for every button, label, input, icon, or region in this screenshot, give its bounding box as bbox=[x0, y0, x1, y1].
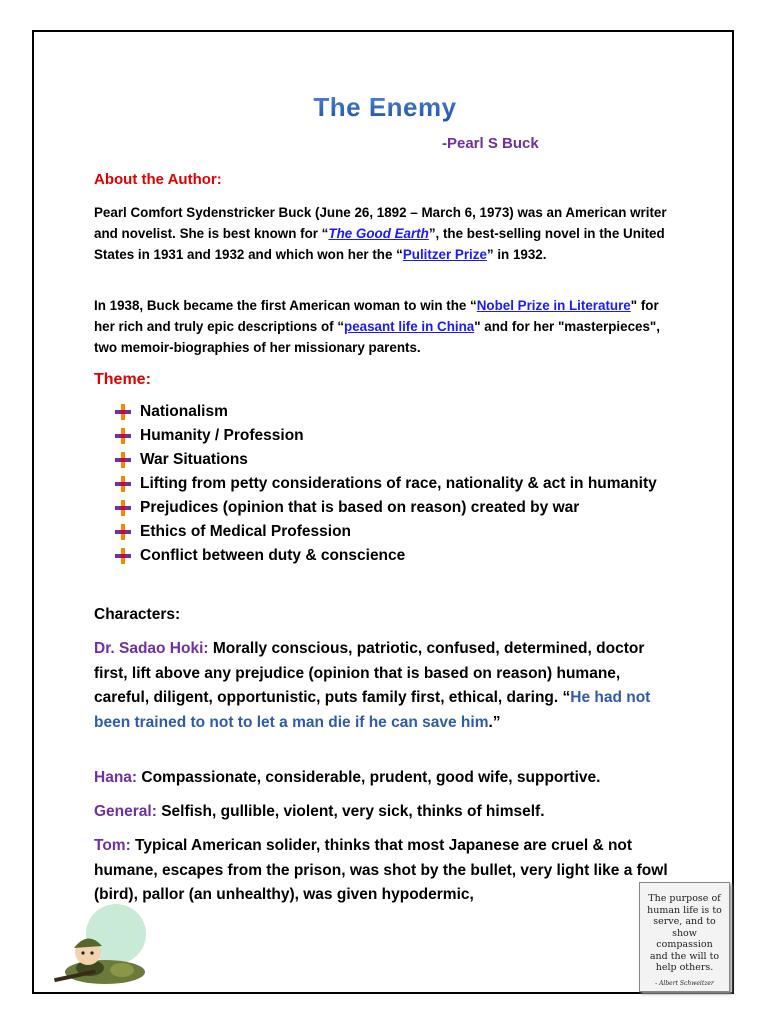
characters-heading: Characters: bbox=[94, 606, 181, 623]
about-paragraph-2 bbox=[94, 295, 682, 358]
nobel-prize-link[interactable]: Nobel Prize in Literature bbox=[476, 298, 631, 313]
list-item: Lifting from petty considerations of race, nationality & act in humanity bbox=[94, 472, 664, 496]
about-p1-text-3: ” in 1932. bbox=[486, 247, 547, 262]
character-tom: Tom: Typical American solider, thinks that most Japanese are cruel & not humane, escapes from the prison, was shot by the bullet, very light like a fowl (bird), pallor (an unhealthy), was given hypodermic, bbox=[94, 837, 668, 903]
cross-bullet-icon bbox=[114, 427, 132, 445]
cross-bullet-icon bbox=[114, 403, 132, 421]
character-name: General: bbox=[94, 803, 157, 820]
quote-attribution: - Albert Schweitzer bbox=[655, 979, 714, 987]
document-title: The Enemy bbox=[34, 92, 736, 123]
quote-box bbox=[639, 882, 730, 992]
theme-heading: Theme: bbox=[94, 371, 151, 388]
good-earth-link[interactable]: The Good Earth bbox=[328, 226, 429, 241]
cross-bullet-icon bbox=[114, 475, 132, 493]
about-p2-text-3: " and for her "masterpieces", two memoir-biographies of her missionary parents. bbox=[94, 319, 660, 355]
about-p1-text-2: ”, the best-selling novel in the United States in 1931 and 1932 and which won her the “ bbox=[94, 226, 665, 262]
character-name: Dr. Sadao Hoki: bbox=[94, 640, 209, 657]
about-p1-text-1: Pearl Comfort Sydenstricker Buck (June 26, 1892 – March 6, 1973) was an American writer and novelist. She is best known for “ bbox=[94, 205, 667, 241]
character-hana: Hana: Compassionate, considerable, prudent, good wife, supportive. bbox=[94, 769, 601, 786]
peasant-life-link[interactable]: peasant life in China bbox=[344, 319, 475, 334]
list-item: Prejudices (opinion that is based on reason) created by war bbox=[94, 496, 664, 520]
cross-bullet-icon bbox=[114, 451, 132, 469]
quote-text: The purpose of human life is to serve, and to show compassion and the will to help others. bbox=[647, 893, 722, 973]
theme-list bbox=[94, 400, 664, 568]
author-line: -Pearl S Buck bbox=[442, 135, 539, 152]
sadao-quote: He had not been trained to not to let a man die if he can save him bbox=[94, 689, 651, 731]
pulitzer-prize-link[interactable]: Pulitzer Prize bbox=[402, 247, 487, 262]
list-item: Humanity / Profession bbox=[94, 424, 664, 448]
list-item: Ethics of Medical Profession bbox=[94, 520, 664, 544]
list-item: Conflict between duty & conscience bbox=[94, 544, 664, 568]
cross-bullet-icon bbox=[114, 547, 132, 565]
cross-bullet-icon bbox=[114, 523, 132, 541]
cross-bullet-icon bbox=[114, 499, 132, 517]
character-name: Tom: bbox=[94, 837, 131, 854]
character-sadao: Dr. Sadao Hoki: Morally conscious, patriotic, confused, determined, doctor first, lift above any prejudice (opinion that is based on reason) humane, careful, diligent, opportunistic, puts family first, ethical, daring. “He had not been trained to not to let a man die if he can save him.” bbox=[94, 640, 651, 731]
about-paragraph-1 bbox=[94, 202, 682, 265]
character-name: Hana: bbox=[94, 769, 138, 786]
document-page bbox=[32, 30, 734, 994]
about-p2-text-1: In 1938, Buck became the first American woman to win the “ bbox=[94, 298, 477, 313]
about-p2-text-2: " for her rich and truly epic descriptions of “ bbox=[94, 298, 659, 334]
soldier-illustration bbox=[50, 900, 160, 990]
list-item: Nationalism bbox=[94, 400, 664, 424]
about-heading: About the Author: bbox=[94, 171, 222, 188]
character-general: General: Selfish, gullible, violent, very sick, thinks of himself. bbox=[94, 803, 545, 820]
list-item: War Situations bbox=[94, 448, 664, 472]
